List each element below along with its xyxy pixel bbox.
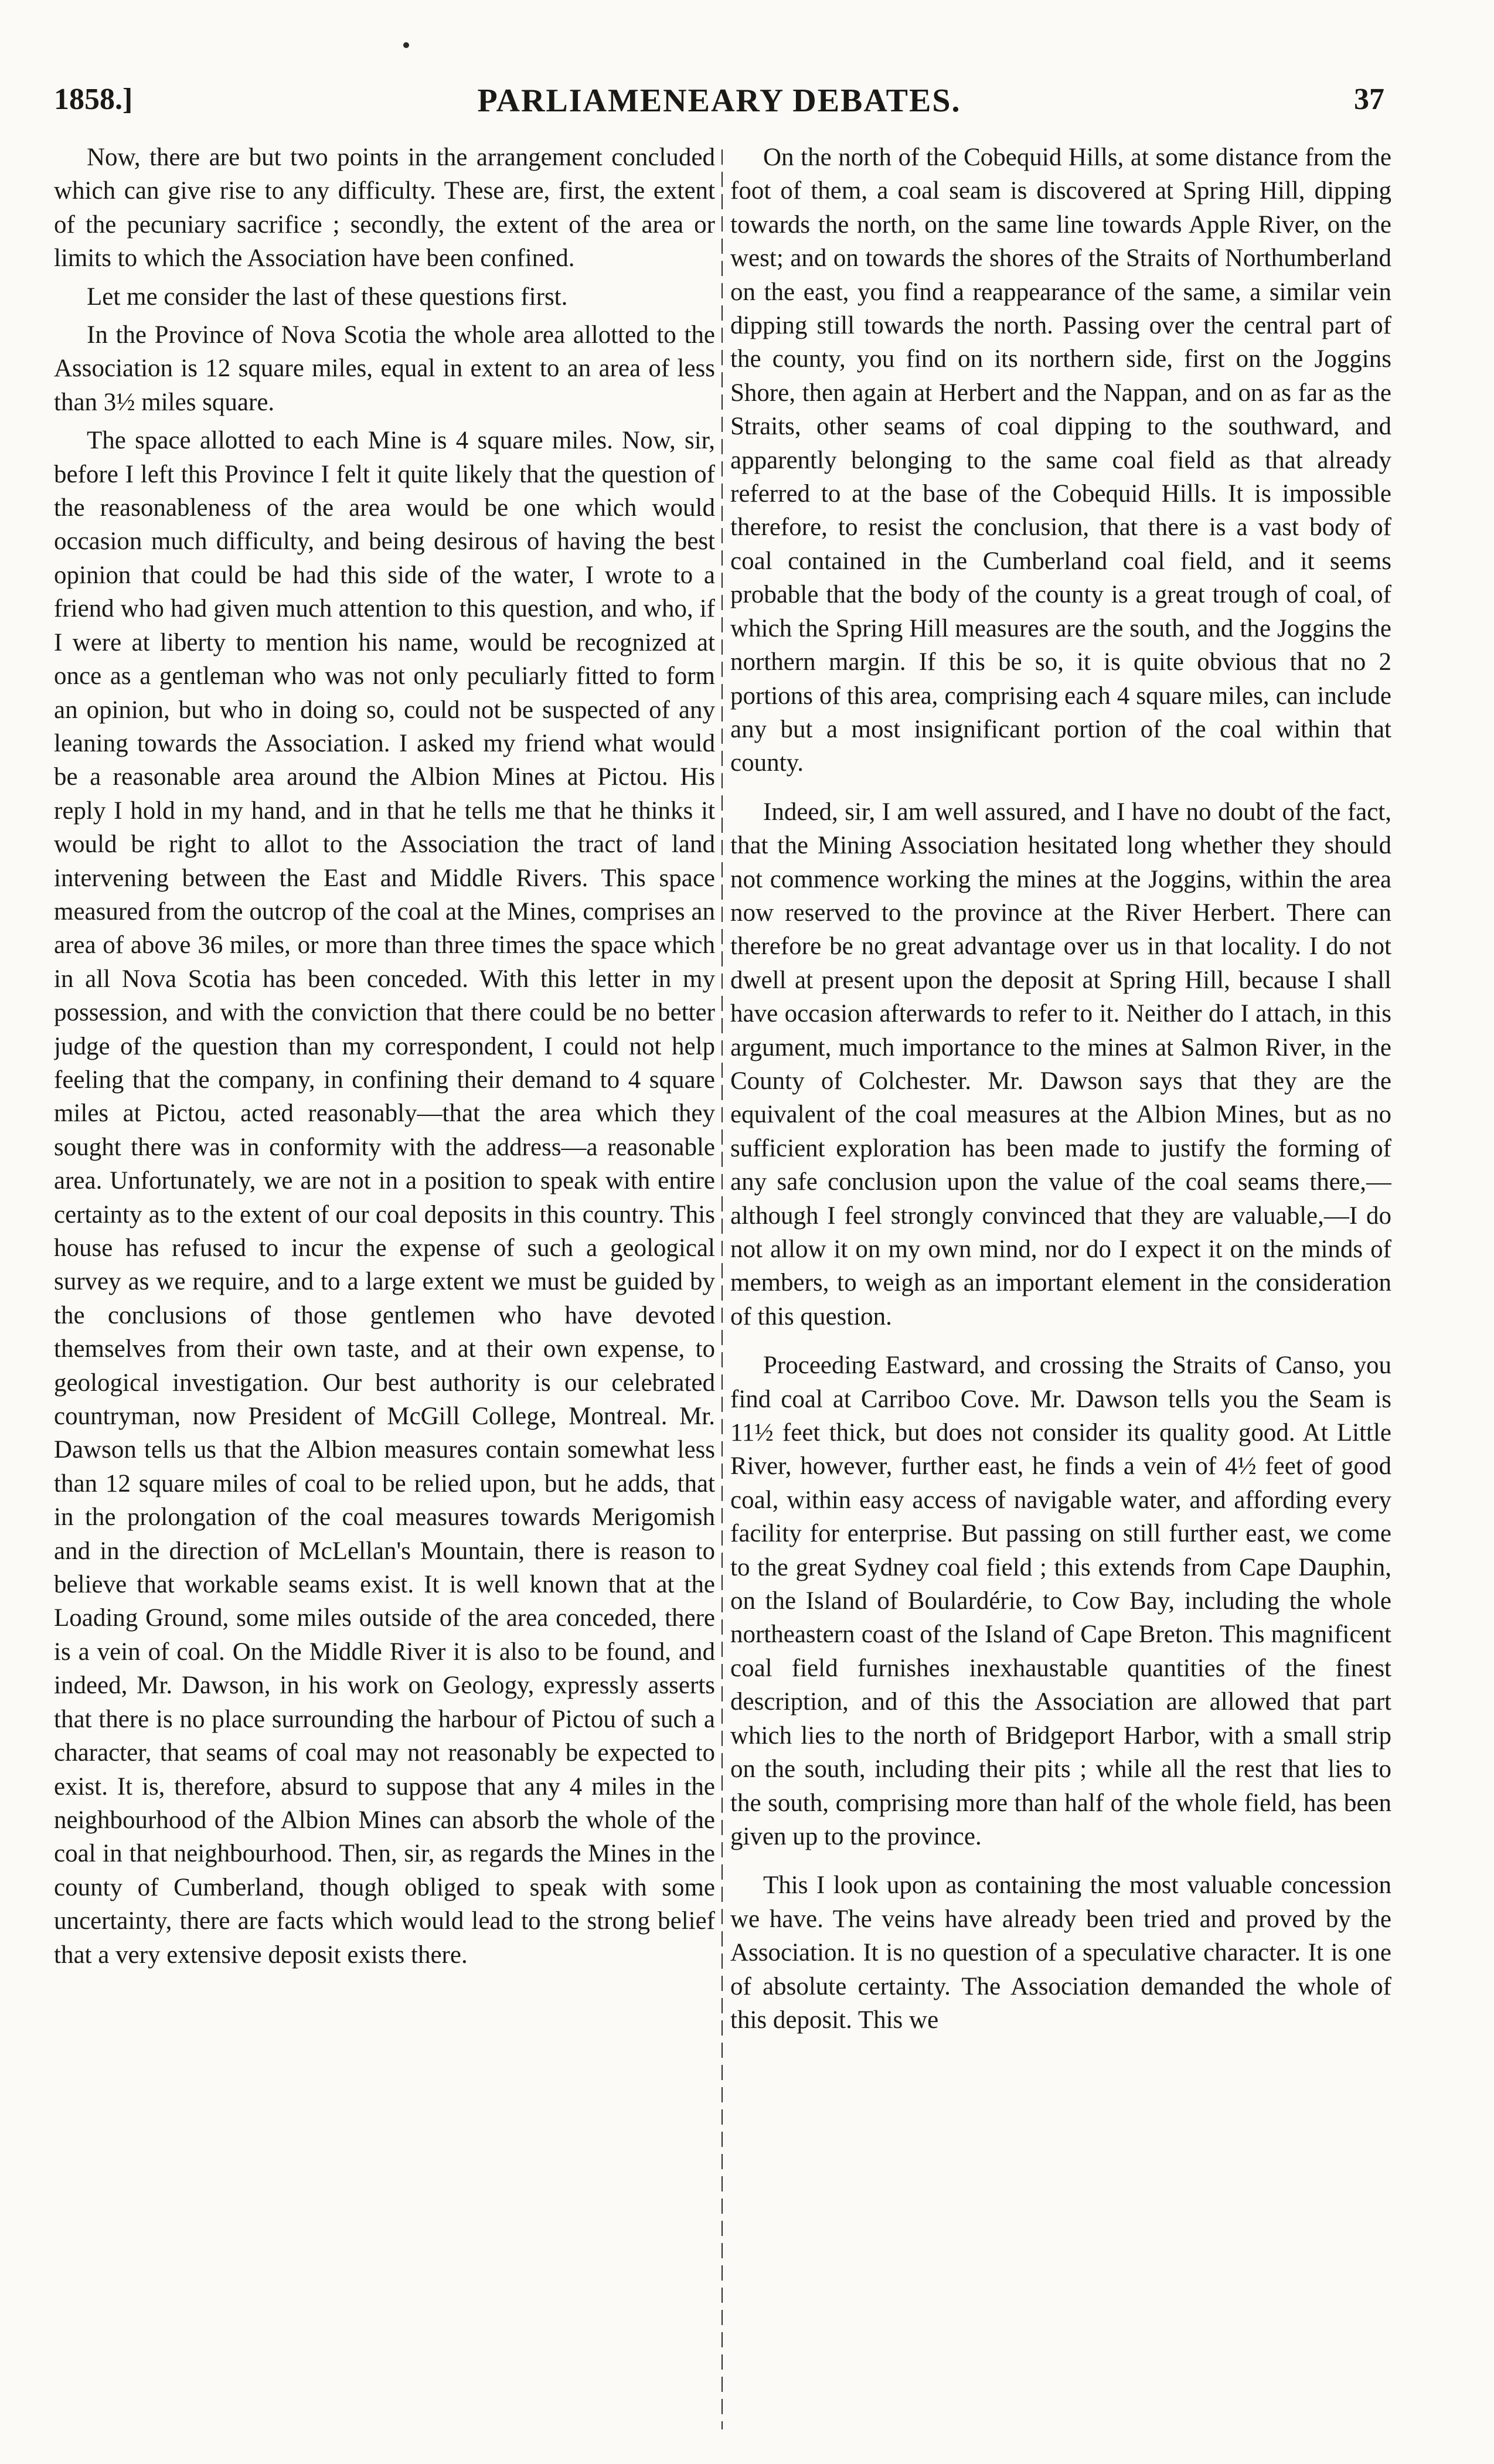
paragraph: Proceeding Eastward, and crossing the Straits of Canso, you find coal at Carriboo Cove. Mr. Dawson tells you the Seam is 11½ feet thick, but does not consider its quality good. At Little River, however, further east, he finds a vein of 4½ feet of good coal, within easy access of navigable water, and affording every facility for enterprise. But passing on still further east, we come to the great Sydney coal field ; this extends from Cape Dauphin, on the Island of Boulardérie, to Cow Bay, including the whole northeastern coast of the Island of Cape Breton. This magnificent coal field furnishes inexhaustable quantities of the finest description, and of this the Association are allowed that part which lies to the north of Bridgeport Harbor, with a small strip on the south, including their pits ; while all the rest that lies to the south, comprising more than half of the whole field, has been given up to the province. bbox=[730, 1352, 1391, 1850]
paragraph: Now, there are but two points in the arrangement concluded which can give rise to any difficulty. These are, first, the extent of the pecuniary sacrifice ; secondly, the extent of the area or limits to which the Association have been confined. bbox=[54, 144, 715, 273]
paragraph: The space allotted to each Mine is 4 square miles. Now, sir, before I left this Province I felt it quite likely that the question of the reasonableness of the area would be one which would occasion much difficulty, and being desirous of having the best opinion that could be had this side of the water, I wrote to a friend who had given much attention to this question, and who, if I were at liberty to mention his name, would be recognized at once as a gentleman who was not only peculiarly fitted to form an opinion, but who in doing so, could not be suspected of any leaning towards the Association. I asked my friend what would be a reasonable area around the Albion Mines at Pictou. His reply I hold in my hand, and in that he tells me that he thinks it would be right to allot to the Association the tract of land intervening between the East and Middle Rivers. This space measured from the outcrop of the coal at the Mines, comprises an area of above 36 miles, or more than three times the space which in all Nova Scotia has been conceded. With this letter in my possession, and with the conviction that there could be no better judge of the question than my correspondent, I could not help feeling that the company, in confining their demand to 4 square miles at Pictou, acted reasonably—that the area which they sought there was in conformity with the address—a reasonable area. Unfortunately, we are not in a position to speak with entire certainty as to the extent of our coal deposits in this country. This house has refused to incur the expense of such a geological survey as we require, and to a large extent we must be guided by the conclusions of those gentlemen who have devoted themselves from their own taste, and at their own expense, to geological investigation. Our best authority is our celebrated countryman, now President of McGill College, Montreal. Mr. Dawson tells us that the Albion measures contain somewhat less than 12 square miles of coal to be relied upon, but he adds, that in the prolongation of the coal measures towards Merigomish and in the direction of McLellan's Mountain, there is reason to believe that workable seams exist. It is well known that at the Loading Ground, some miles outside of the area conceded, there is a vein of coal. On the Middle River it is also to be found, and indeed, Mr. Dawson, in his work on Geology, expressly asserts that there is no place surrounding the harbour of Pictou of such a character, that seams of coal may not reasonably be expected to exist. It is, therefore, absurd to suppose that any 4 miles in the neighbourhood of the Albion Mines can absorb the whole of the coal in that neighbourhood. Then, sir, as regards the Mines in the county of Cumberland, though obliged to speak with some uncertainty, there are facts which would lead to the strong belief that a very extensive deposit exists there. bbox=[54, 427, 715, 1969]
right-column bbox=[730, 141, 1391, 2426]
paragraph: Indeed, sir, I am well assured, and I have no doubt of the fact, that the Mining Association hesitated long whether they should not commence working the mines at the Joggins, within the area now reserved to the province at the River Herbert. There can therefore be no great advantage over us in that locality. I do not dwell at present upon the deposit at Spring Hill, because I shall have occasion afterwards to refer to it. Neither do I attach, in this argument, much importance to the mines at Salmon River, in the County of Colchester. Mr. Dawson says that they are the equivalent of the coal measures at the Albion Mines, but as no sufficient exploration has been made to justify the forming of any safe conclusion upon the value of the coal seams there,—although I feel strongly convinced that they are valuable,—I do not allow it on my own mind, nor do I expect it on the minds of members, to weigh as an important element in the consideration of this question. bbox=[730, 798, 1391, 1330]
page-number: 37 bbox=[1354, 83, 1384, 116]
paragraph: Let me consider the last of these questions first. bbox=[87, 283, 568, 311]
header-year: 1858.] bbox=[54, 83, 133, 116]
paragraph: This I look upon as containing the most valuable concession we have. The veins have already been tried and proved by the Association. It is no question of a speculative character. It is one of absolute certainty. The Association demanded the whole of this deposit. This we bbox=[730, 1871, 1391, 2034]
paragraph: In the Province of Nova Scotia the whole area allotted to the Association is 12 square miles, equal in extent to an area of less than 3½ miles square. bbox=[54, 321, 715, 416]
column-divider bbox=[722, 149, 723, 2429]
header-title: PARLIAMENEARY DEBATES. bbox=[477, 83, 961, 119]
left-column bbox=[54, 141, 715, 2426]
paragraph: On the north of the Cobequid Hills, at some distance from the foot of them, a coal seam is discovered at Spring Hill, dipping towards the north, on the same line towards Apple River, on the west; and on towards the shores of the Straits of Northumberland on the east, you find a reappearance of the same, a similar vein dipping still towards the north. Passing over the central part of the county, you find on its northern side, first on the Joggins Shore, then again at Herbert and the Nappan, and on as far as the Straits, other seams of coal dipping to the southward, and apparently belonging to the same coal field as that already referred to at the base of the Cobequid Hills. It is impossible therefore, to resist the conclusion, that there is a vast body of coal contained in the Cumberland coal field, and it seems probable that the body of the county is a great trough of coal, of which the Spring Hill measures are the south, and the Joggins the northern margin. If this be so, it is quite obvious that no 2 portions of this area, comprising each 4 square miles, can include any but a most insignificant portion of the coal within that county. bbox=[730, 144, 1391, 777]
ink-speck bbox=[403, 42, 409, 48]
page-header bbox=[54, 82, 1384, 129]
